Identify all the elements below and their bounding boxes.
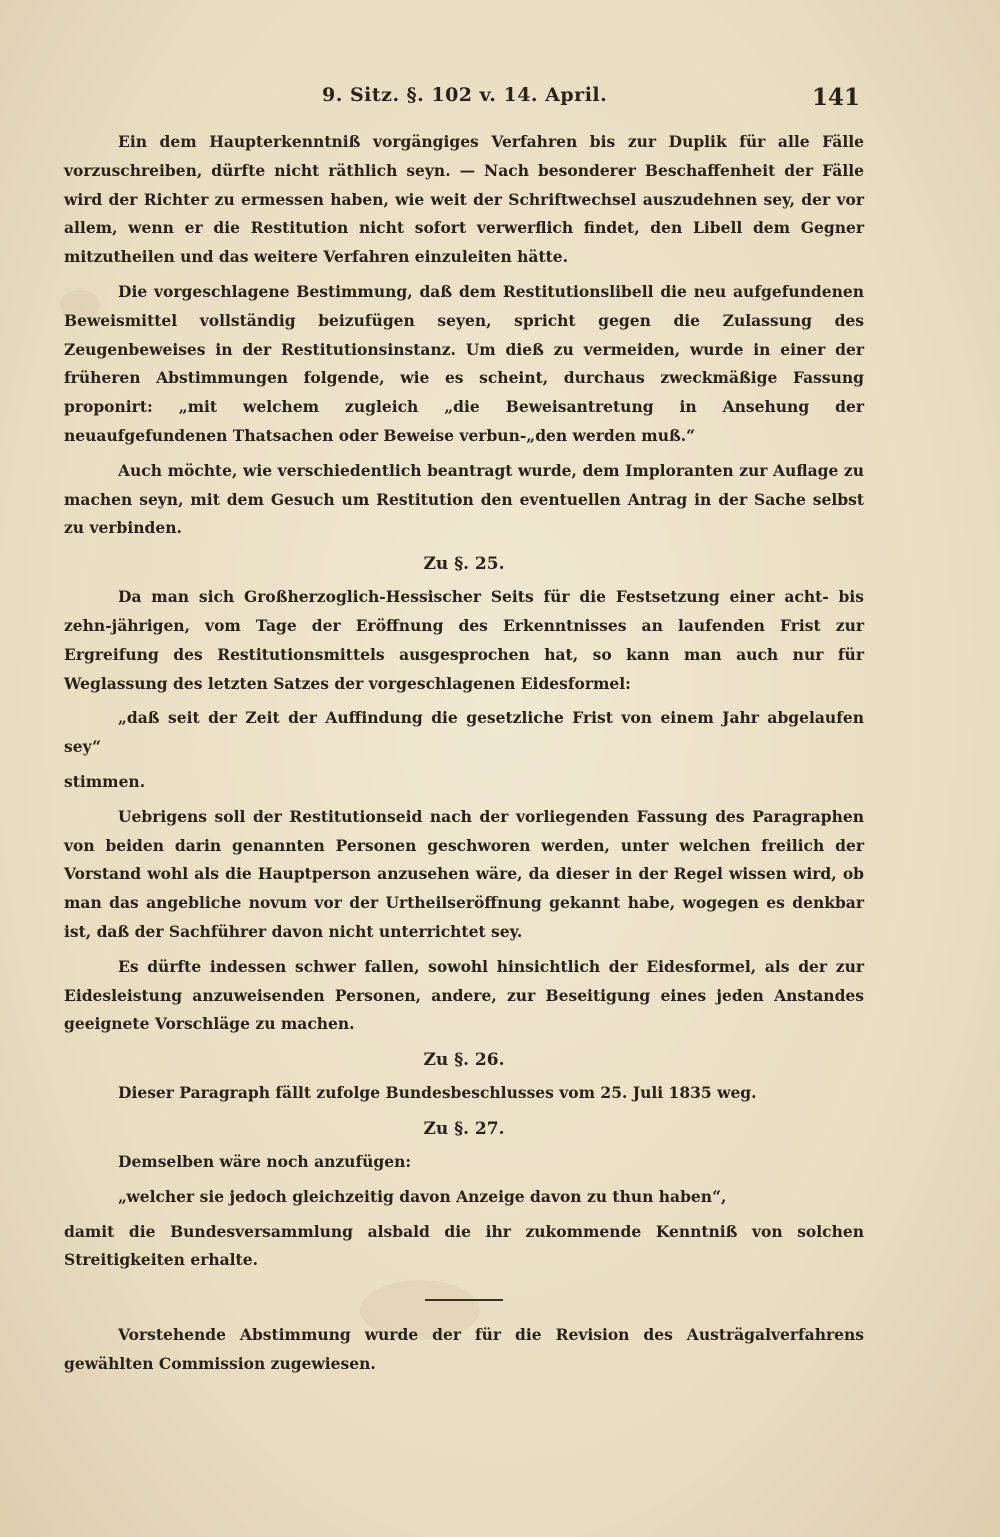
page-header <box>0 84 1000 124</box>
paragraph: Uebrigens soll der Restitutionseid nach der vorliegenden Fassung des Paragraphen von beiden darin genannten Personen geschworen werden, unter welchen freilich der Vorstand wohl als die Hauptperson anzusehen wäre, da dieser in der Regel wissen wird, ob man das angebliche novum vor der Urtheilseröffnung gekannt habe, wogegen es denkbar ist, daß der Sachführer davon nicht unterrichtet sey. <box>64 806 864 941</box>
section-divider <box>425 1299 503 1301</box>
running-head: 9. Sitz. §. 102 v. 14. April. <box>322 84 608 106</box>
paragraph: Vorstehende Abstimmung wurde der für die Revision des Austrägalverfahrens gewählten Commission zugewiesen. <box>64 1325 864 1373</box>
paragraph: stimmen. <box>64 771 146 791</box>
paragraph: Es dürfte indessen schwer fallen, sowohl hinsichtlich der Eidesformel, als der zur Eidesleistung anzuweisenden Personen, andere, zur Beseitigung eines jeden Anstandes geeignete Vorschläge zu machen. <box>64 956 864 1034</box>
quoted-formula: „daß seit der Zeit der Auffindung die gesetzliche Frist von einem Jahr abgelaufen sey“ <box>64 708 864 757</box>
section-heading: Zu §. 27. <box>423 1118 505 1139</box>
paragraph: Ein dem Haupterkenntniß vorgängiges Verfahren bis zur Duplik für alle Fälle vorzuschreiben, dürfte nicht räthlich seyn. — Nach besonderer Beschaffenheit der Fälle wird der Richter zu ermessen haben, wie weit der Schriftwechsel auszudehnen sey, der vor allem, wenn er die Restitution nicht sofort verwerflich findet, den Libell dem Gegner mitzutheilen und das weitere Verfahren einzuleiten hätte. <box>64 132 864 267</box>
section-heading: Zu §. 25. <box>423 554 505 575</box>
page-number: 141 <box>812 84 861 111</box>
section-heading: Zu §. 26. <box>423 1050 505 1071</box>
quoted-formula: „welcher sie jedoch gleichzeitig davon Anzeige davon zu thun haben“, <box>118 1186 727 1206</box>
paragraph: Demselben wäre noch anzufügen: <box>118 1151 412 1171</box>
paragraph: Da man sich Großherzoglich-Hessischer Seits für die Festsetzung einer acht- bis zehn-jährigen, vom Tage der Eröffnung des Erkenntnisses an laufenden Frist zur Ergreifung des Restitutionsmittels ausgesprochen hat, so kann man auch nur für Weglassung des letzten Satzes der vorgeschlagenen Eidesformel: <box>64 587 864 693</box>
body-text <box>64 128 864 1385</box>
paragraph: Dieser Paragraph fällt zufolge Bundesbeschlusses vom 25. Juli 1835 weg. <box>118 1083 757 1103</box>
paragraph: Die vorgeschlagene Bestimmung, daß dem Restitutionslibell die neu aufgefundenen Beweismittel vollständig beizufügen seyen, spricht gegen die Zulassung des Zeugenbeweises in der Restitutionsinstanz. Um dieß zu vermeiden, wurde in einer der früheren Abstimmungen folgende, wie es scheint, durchaus zweckmäßige Fassung proponirt: „mit welchem zugleich „die Beweisantretung in Ansehung der neuaufgefundenen Thatsachen oder Beweise verbun-„den werden muß.“ <box>64 281 864 445</box>
paragraph: damit die Bundesversammlung alsbald die ihr zukommende Kenntniß von solchen Streitigkeiten erhalte. <box>64 1221 864 1270</box>
paragraph: Auch möchte, wie verschiedentlich beantragt wurde, dem Imploranten zur Auflage zu machen seyn, mit dem Gesuch um Restitution den eventuellen Antrag in der Sache selbst zu verbinden. <box>64 460 864 538</box>
